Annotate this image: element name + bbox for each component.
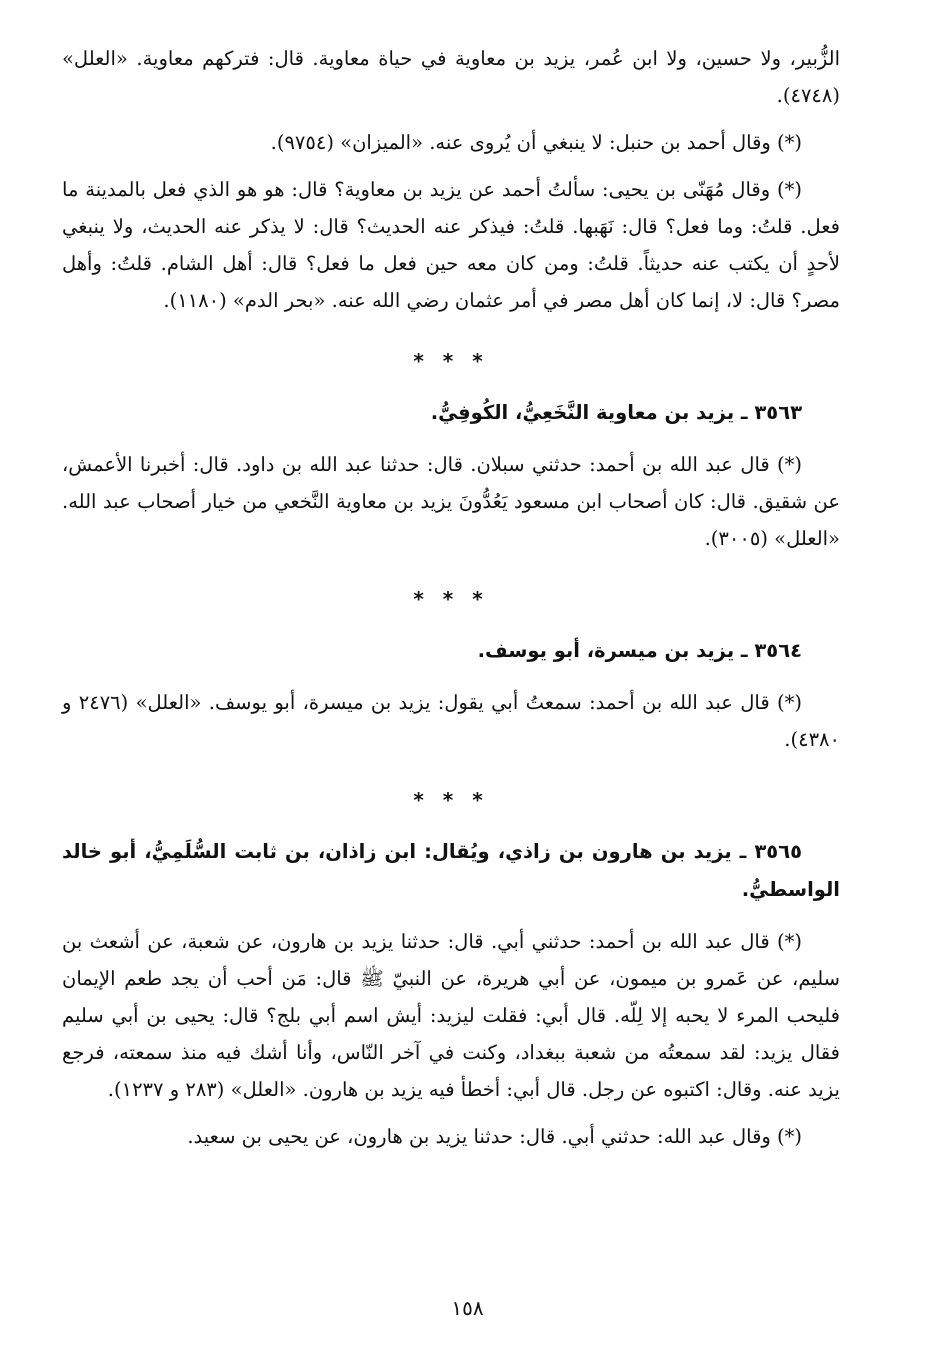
entry-title-3565: ٣٥٦٥ ـ يزيد بن هارون بن زاذي، ويُقال: ابن زاذان، بن ثابت السُّلَمِيُّ، أبو خالد الواسطيُّ. (62, 840, 840, 901)
page-number: ١٥٨ (451, 1296, 484, 1320)
paragraph-abdullah-yahya: (*) وقال عبد الله: حدثني أبي. قال: حدثنا يزيد بن هارون، عن يحيى بن سعيد. (187, 1125, 802, 1148)
paragraph-muhanna: (*) وقال مُهَنّى بن يحيى: سألتُ أحمد عن يزيد بن معاوية؟ قال: هو هو الذي فعل بالمدينة ما فعل. قلتُ: وما فعل؟ قال: نَهَبها. قلتُ: فيذكر عنه الحديث؟ قال: لا يذكر عنه الحديث، ولا ينبغي لأحدٍ أن يكتب عنه حديثاً. قلتُ: ومن كان معه حين فعل ما فعل؟ قال: أهل الشام. قلتُ: وأهل مصر؟ قال: لا، إنما كان أهل مصر في أمر عثمان رضي الله عنه. «بحر الدم» (١١٨٠). (62, 178, 840, 312)
paragraph-entry-3564: (*) قال عبد الله بن أحمد: سمعتُ أبي يقول: يزيد بن ميسرة، أبو يوسف. «العلل» (٢٤٧٦ و ٤٣٨٠). (62, 691, 840, 751)
paragraph-entry-3565: (*) قال عبد الله بن أحمد: حدثني أبي. قال: حدثنا يزيد بن هارون، عن شعبة، عن أشعث بن سليم، عن عَمرو بن ميمون، عن أبي هريرة، عن النبيّ ﷺ قال: مَن أحب أن يجد طعم الإيمان فليحب المرء لا يحبه إلا لِلّه. قال أبي: فقلت ليزيد: أيش اسم أبي بلج؟ قال: يحيى بن أبي سليم فقال يزيد: لقد سمعتُه من شعبة ببغداد، وكنت في آخر النّاس، وأنا أشك فيه منذ سمعته، فرجع يزيد عنه. وقال: اكتبوه عن رجل. قال أبي: أخطأ فيه يزيد بن هارون. «العلل» (٢٨٣ و ١٢٣٧). (62, 930, 840, 1101)
paragraph-continuation: الزُّبير، ولا حسين، ولا ابن عُمر، يزيد بن معاوية في حياة معاوية. قال: فتركهم معاوية. «العلل» (٤٧٤٨). (62, 47, 840, 107)
section-separator: * * * (413, 788, 489, 812)
book-page (62, 40, 840, 1155)
section-separator: * * * (413, 349, 489, 373)
paragraph-ahmad-ibn-hanbal: (*) وقال أحمد بن حنبل: لا ينبغي أن يُروى عنه. «الميزان» (٩٧٥٤). (270, 131, 802, 154)
section-separator: * * * (413, 587, 489, 611)
entry-title-3563: ٣٥٦٣ ـ يزيد بن معاوية النَّخَعِيُّ، الكُوفِيُّ. (430, 401, 802, 424)
paragraph-entry-3563: (*) قال عبد الله بن أحمد: حدثني سبلان. قال: حدثنا عبد الله بن داود. قال: أخبرنا الأعمش، عن شقيق. قال: كان أصحاب ابن مسعود يَعُدُّونَ يزيد بن معاوية النَّخعي من خيار أصحاب عبد الله. «العلل» (٣٠٠٥). (62, 453, 840, 550)
entry-title-3564: ٣٥٦٤ ـ يزيد بن ميسرة، أبو يوسف. (477, 639, 802, 662)
